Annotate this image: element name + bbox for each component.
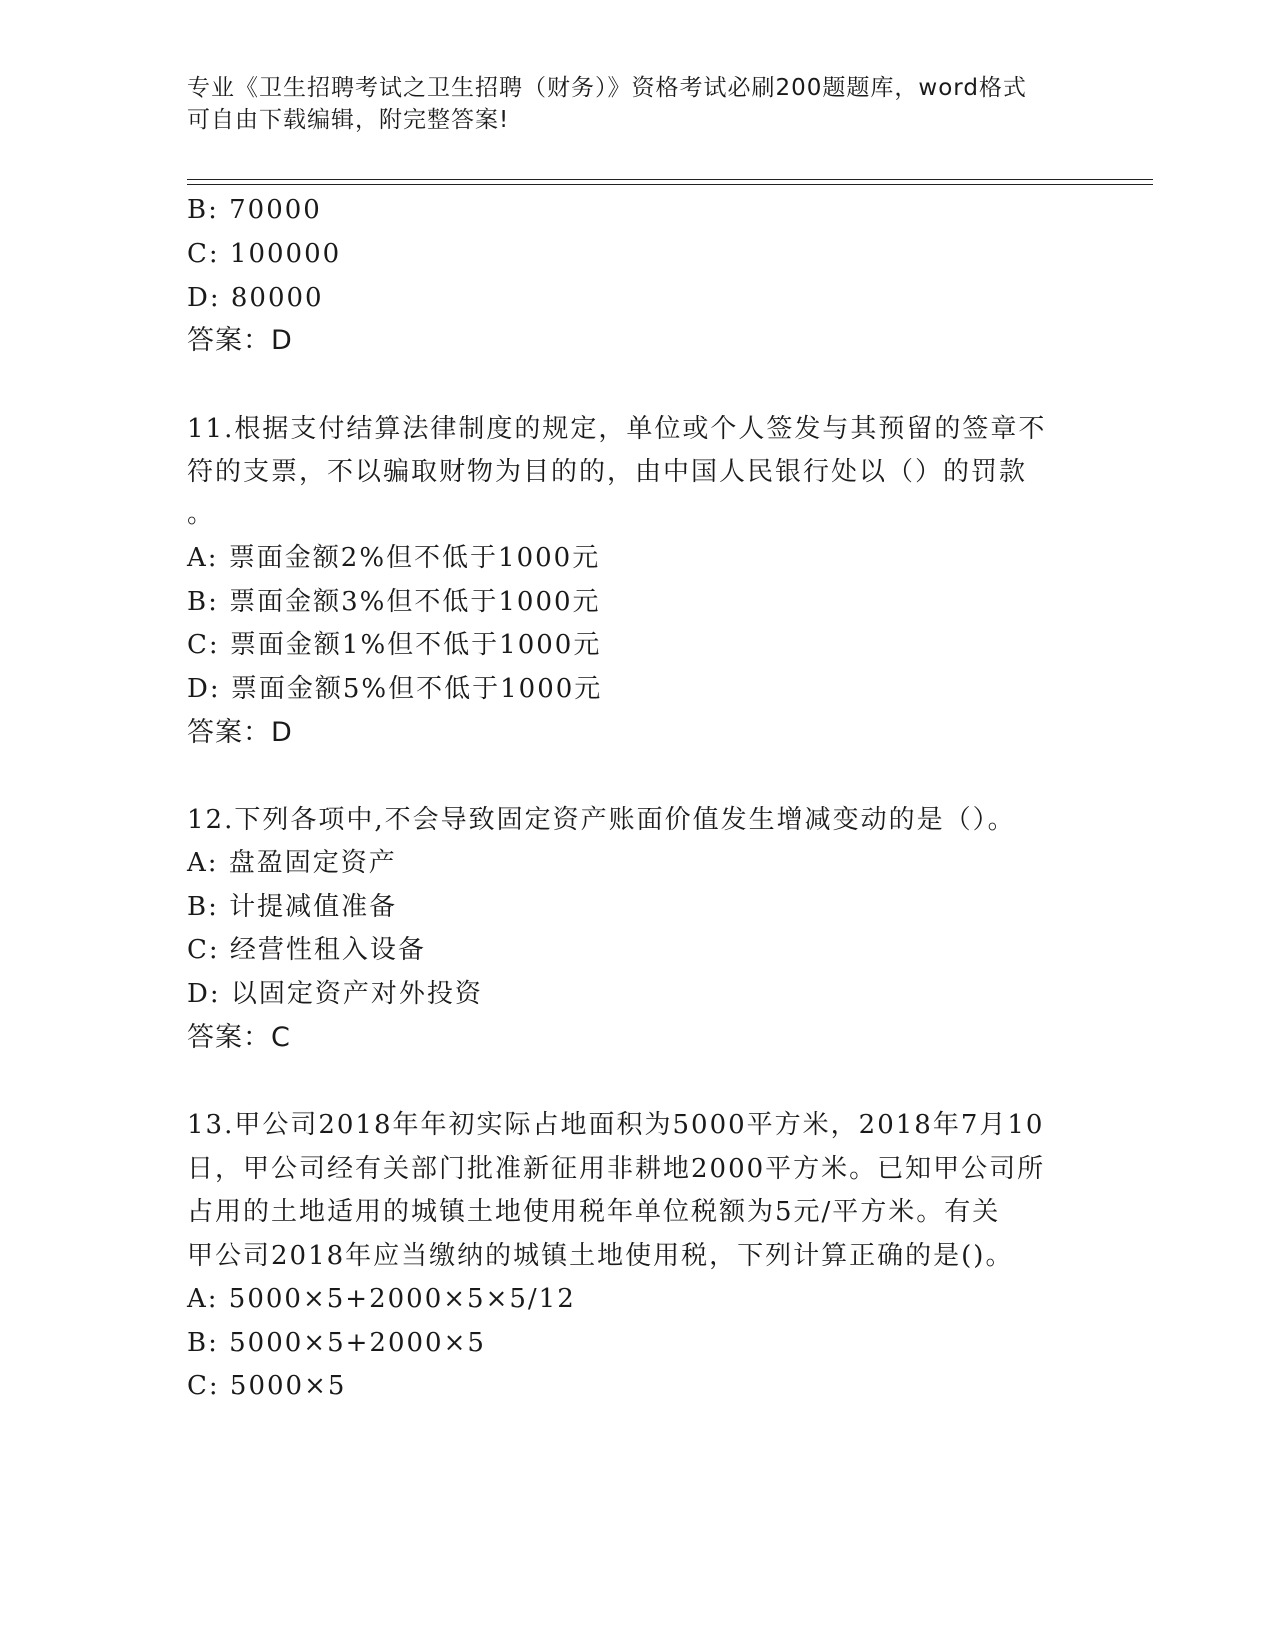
q12-option-c: C: 经营性租入设备 xyxy=(187,935,426,965)
q11-stem-line-3: 。 xyxy=(187,499,216,529)
q13-stem-line-4: 甲公司2018年应当缴纳的城镇土地使用税，下列计算正确的是()。 xyxy=(187,1241,1014,1271)
q13-option-a: A: 5000×5+2000×5×5/12 xyxy=(187,1284,576,1314)
q10-answer: 答案：D xyxy=(187,325,293,356)
q11-option-c: C: 票面金额1%但不低于1000元 xyxy=(187,630,602,660)
q13-option-b: B: 5000×5+2000×5 xyxy=(187,1328,486,1358)
header-line-2: 可自由下载编辑，附完整答案! xyxy=(187,107,510,133)
q12-option-a: A: 盘盈固定资产 xyxy=(187,848,397,878)
header-line-1: 专业《卫生招聘考试之卫生招聘（财务）》资格考试必刷200题题库，word格式 xyxy=(187,75,1027,101)
q10-option-b: B: 70000 xyxy=(187,195,322,225)
q12-answer: 答案：C xyxy=(187,1022,291,1053)
q11-stem-line-2: 符的支票，不以骗取财物为目的的，由中国人民银行处以（）的罚款 xyxy=(187,457,1028,487)
q13-stem-line-1: 13.甲公司2018年年初实际占地面积为5000平方米，2018年7月10 xyxy=(187,1110,1045,1140)
q10-option-c: C: 100000 xyxy=(187,239,342,269)
q13-stem-line-2: 日，甲公司经有关部门批准新征用非耕地2000平方米。已知甲公司所 xyxy=(187,1154,1046,1184)
q11-option-d: D: 票面金额5%但不低于1000元 xyxy=(187,674,603,704)
header-divider-top xyxy=(187,179,1153,180)
header-divider-bottom xyxy=(187,184,1153,185)
q12-option-b: B: 计提减值准备 xyxy=(187,892,398,922)
q13-option-c: C: 5000×5 xyxy=(187,1371,347,1401)
q12-stem-line-1: 12.下列各项中,不会导致固定资产账面价值发生增减变动的是（）。 xyxy=(187,805,1016,835)
q11-stem-line-1: 11.根据支付结算法律制度的规定，单位或个人签发与其预留的签章不 xyxy=(187,414,1047,444)
q11-option-a: A: 票面金额2%但不低于1000元 xyxy=(187,543,601,573)
q13-stem-line-3: 占用的土地适用的城镇土地使用税年单位税额为5元/平方米。有关 xyxy=(187,1197,1001,1227)
q11-answer: 答案：D xyxy=(187,717,293,748)
q12-option-d: D: 以固定资产对外投资 xyxy=(187,979,483,1009)
document-header xyxy=(187,72,1067,136)
q10-option-d: D: 80000 xyxy=(187,283,324,313)
q11-option-b: B: 票面金额3%但不低于1000元 xyxy=(187,587,601,617)
